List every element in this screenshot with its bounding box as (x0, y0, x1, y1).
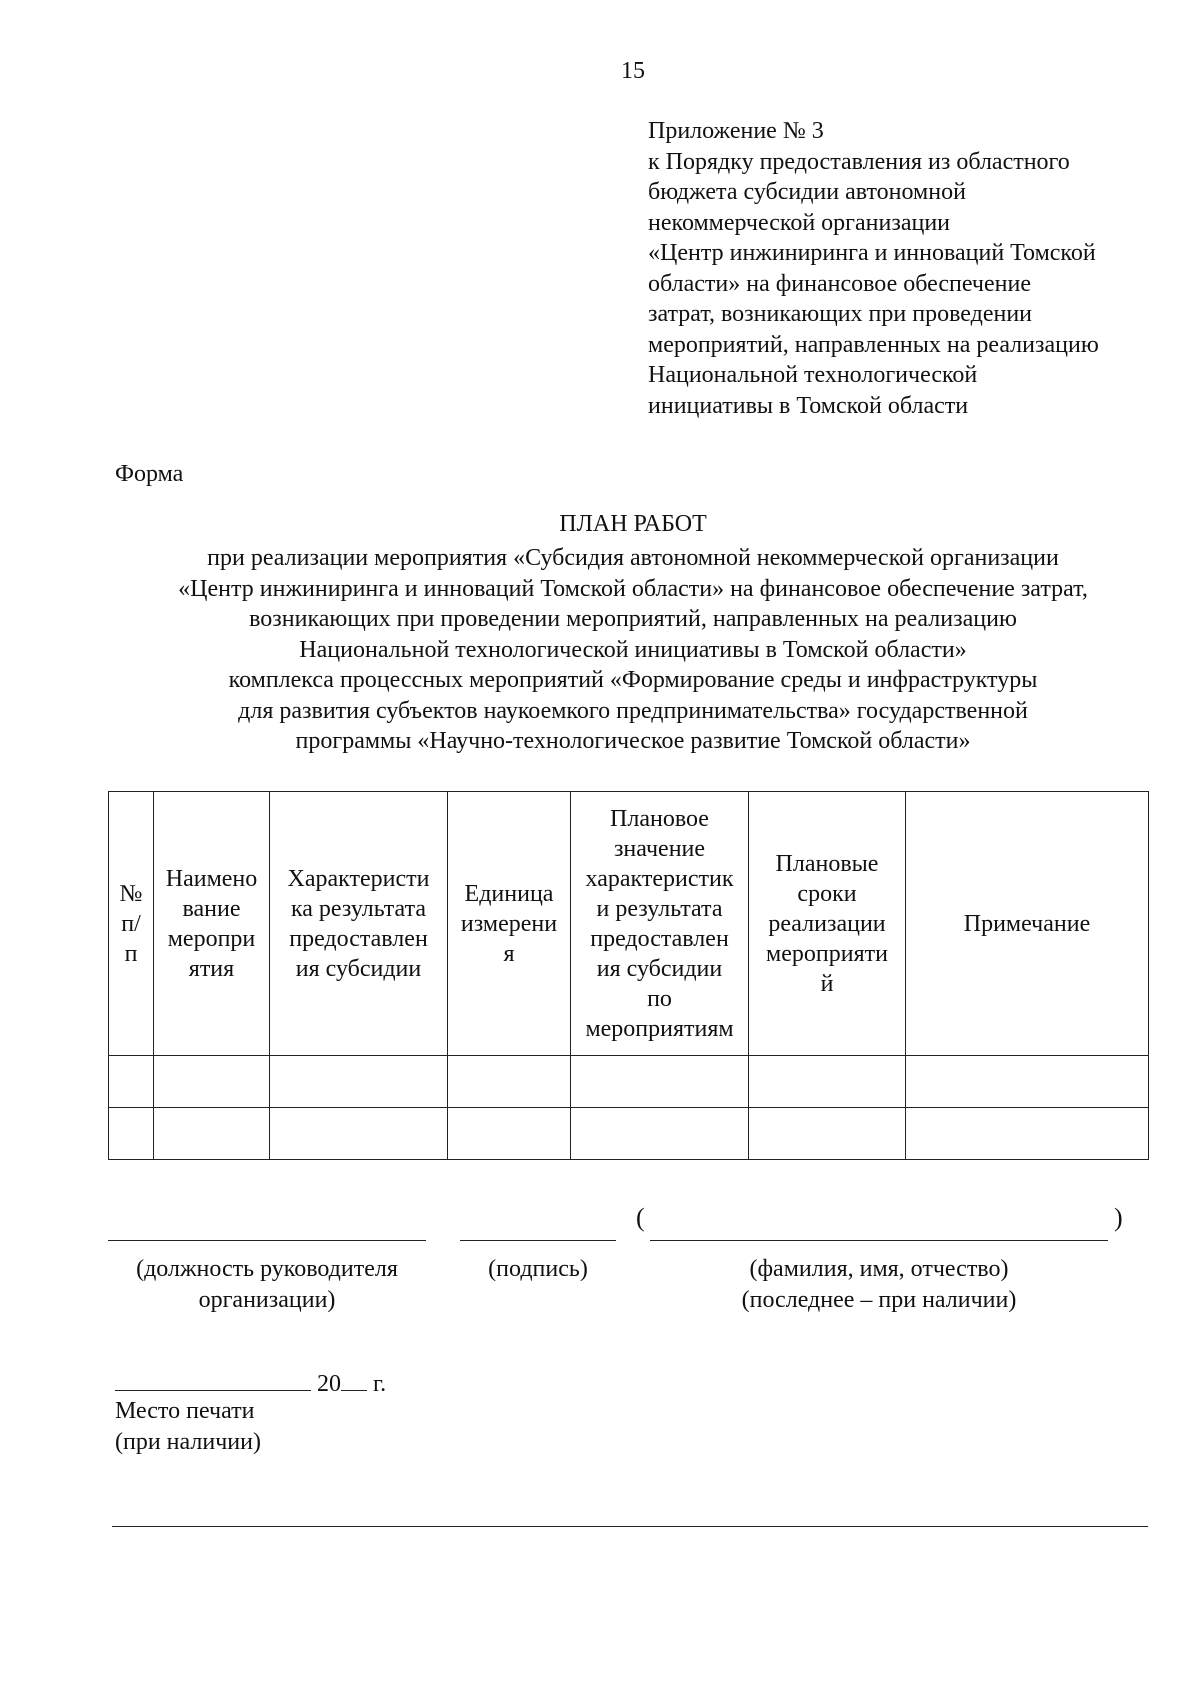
position-caption-line: организации) (198, 1286, 336, 1313)
table-cell[interactable] (749, 1108, 906, 1160)
column-header-line: предоставлен (289, 925, 428, 952)
table-cell[interactable] (154, 1108, 270, 1160)
year-suffix: г. (373, 1371, 387, 1397)
name-caption-line: (фамилия, имя, отчество) (749, 1256, 1009, 1282)
signature-line (460, 1240, 616, 1241)
stamp-note (115, 1396, 261, 1458)
appendix-line: мероприятий, направленных на реализацию (648, 331, 1099, 358)
table-cell[interactable] (571, 1108, 749, 1160)
table-cell[interactable] (109, 1108, 154, 1160)
column-header-line: № (119, 880, 143, 907)
column-header-line: измерени (460, 910, 558, 937)
appendix-line: Приложение № 3 (648, 118, 824, 144)
column-header-line: характеристик (585, 865, 734, 892)
name-caption-line: (последнее – при наличии) (741, 1286, 1017, 1313)
column-header-line: по (647, 985, 672, 1012)
column-header-line: меропри (167, 925, 256, 952)
column-header-line: предоставлен (590, 925, 729, 952)
document-title: ПЛАН РАБОТ (559, 511, 707, 537)
column-header-line: мероприяти (766, 940, 888, 967)
table-header-row (109, 792, 1149, 1056)
table-cell[interactable] (154, 1056, 270, 1108)
table-cell[interactable] (906, 1056, 1149, 1108)
subtitle-line: Национальной технологической инициативы в Томской области» (299, 636, 967, 663)
table-row (109, 1056, 1149, 1108)
position-caption (108, 1254, 426, 1315)
column-header (270, 792, 448, 1056)
signature-caption: (подпись) (488, 1256, 588, 1282)
appendix-line: «Центр инжиниринга и инноваций Томской (648, 240, 1096, 266)
year-prefix: 20 (317, 1371, 341, 1397)
table-cell[interactable] (270, 1108, 448, 1160)
year-blank (341, 1368, 367, 1391)
subtitle-line: при реализации мероприятия «Субсидия автономной некоммерческой организации (207, 545, 1059, 571)
column-header (448, 792, 571, 1056)
appendix-line: затрат, возникающих при проведении (648, 301, 1032, 327)
subtitle-line: комплекса процессных мероприятий «Формирование среды и инфраструктуры (228, 667, 1038, 693)
table-cell[interactable] (448, 1056, 571, 1108)
appendix-line: Национальной технологической (648, 362, 978, 388)
column-header-line: значение (613, 835, 706, 862)
stamp-line: (при наличии) (115, 1429, 261, 1455)
column-header-line: Плановые (775, 850, 879, 877)
column-header (109, 792, 154, 1056)
appendix-line: к Порядку предоставления из областного (648, 148, 1070, 175)
table-cell[interactable] (109, 1056, 154, 1108)
column-header-line: Плановое (610, 805, 709, 832)
column-header-line: ятия (188, 955, 235, 982)
column-header (154, 792, 270, 1056)
work-plan-table (108, 791, 1149, 1160)
appendix-reference (648, 116, 1168, 421)
position-signature-line (108, 1240, 426, 1241)
column-header-line: Характеристи (287, 865, 430, 892)
table-cell[interactable] (906, 1108, 1149, 1160)
appendix-line: инициативы в Томской области (648, 392, 969, 419)
stamp-line: Место печати (115, 1398, 255, 1424)
appendix-line: бюджета субсидии автономной (648, 179, 966, 205)
column-header-line: и результата (596, 895, 723, 922)
appendix-line: некоммерческой организации (648, 209, 951, 236)
date-blank (115, 1368, 311, 1391)
close-parenthesis: ) (1114, 1203, 1123, 1232)
column-header-line: ия субсидии (295, 955, 422, 982)
appendix-line: области» на финансовое обеспечение (648, 270, 1031, 297)
subtitle-line: для развития субъектов наукоемкого предпринимательства» государственной (238, 697, 1028, 724)
table-cell[interactable] (571, 1056, 749, 1108)
column-header-line: мероприятиям (585, 1015, 734, 1042)
column-header-line: я (503, 940, 515, 967)
column-header-line: Примечание (963, 910, 1091, 937)
table-cell[interactable] (749, 1056, 906, 1108)
subtitle-line: возникающих при проведении мероприятий, направленных на реализацию (249, 606, 1017, 632)
name-caption (650, 1254, 1108, 1315)
bottom-rule (112, 1526, 1148, 1527)
column-header-line: п/ (121, 910, 141, 937)
column-header (571, 792, 749, 1056)
position-caption-line: (должность руководителя (136, 1256, 398, 1282)
column-header-line: сроки (797, 880, 857, 907)
column-header-line: реализации (768, 910, 886, 937)
date-line (115, 1368, 386, 1398)
column-header-line: Наимено (165, 865, 258, 892)
column-header (749, 792, 906, 1056)
column-header-line: п (124, 940, 138, 967)
column-header-line: вание (182, 895, 241, 922)
column-header-line: ка результата (290, 895, 427, 922)
column-header (906, 792, 1149, 1056)
column-header-line: й (820, 970, 834, 997)
name-signature-line (650, 1240, 1108, 1241)
table-row (109, 1108, 1149, 1160)
table-cell[interactable] (448, 1108, 571, 1160)
document-subtitle (110, 543, 1156, 757)
subtitle-line: программы «Научно-технологическое развитие Томской области» (295, 728, 971, 754)
column-header-line: Единица (464, 880, 554, 907)
open-parenthesis: ( (636, 1203, 645, 1232)
column-header-line: ия субсидии (596, 955, 723, 982)
subtitle-line: «Центр инжиниринга и инноваций Томской области» на финансовое обеспечение затрат, (178, 575, 1088, 602)
page-number: 15 (621, 58, 645, 84)
table-body (109, 1056, 1149, 1160)
table-cell[interactable] (270, 1056, 448, 1108)
form-label: Форма (115, 461, 184, 487)
